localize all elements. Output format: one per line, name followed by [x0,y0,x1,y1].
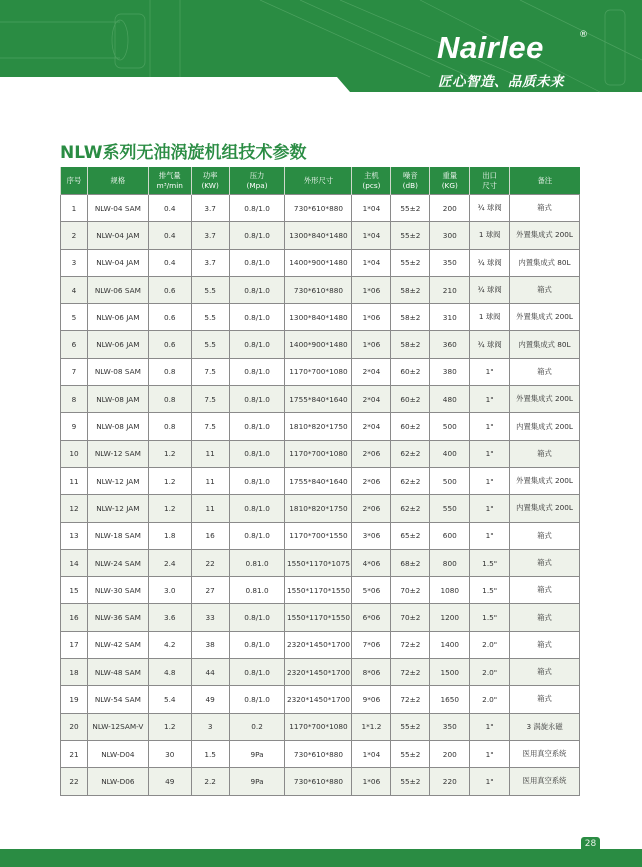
table-cell: 3 [191,713,229,740]
table-cell: 55±2 [391,222,430,249]
table-cell: 210 [430,276,470,303]
table-cell: 33 [191,604,229,631]
table-row [61,386,580,413]
table-cell: 3*06 [352,522,391,549]
table-cell: 62±2 [391,440,430,467]
table-cell: 1400 [430,631,470,658]
table-cell: NLW-18 SAM [87,522,148,549]
table-cell: 0.8/1.0 [229,386,285,413]
table-cell: 1*04 [352,249,391,276]
table-cell: 0.8 [148,358,191,385]
table-cell: 1*06 [352,276,391,303]
table-cell: 1.2 [148,440,191,467]
table-cell: 2*06 [352,467,391,494]
table-cell: 3 涡旋永磁 [510,713,580,740]
table-cell: 11 [61,467,88,494]
table-cell: 1755*840*1640 [285,386,352,413]
table-cell: 0.6 [148,276,191,303]
table-cell: 1.2 [148,495,191,522]
table-cell: 2*04 [352,413,391,440]
table-cell: NLW-D06 [87,768,148,795]
table-cell: 箱式 [510,577,580,604]
table-cell: 1*04 [352,195,391,222]
page-title: NLW系列无油涡旋机组技术参数 [60,143,307,163]
table-cell: 0.8/1.0 [229,522,285,549]
table-cell: 72±2 [391,631,430,658]
table-cell: 220 [430,768,470,795]
table-cell: 0.8/1.0 [229,631,285,658]
column-header: 备注 [510,167,580,195]
registered-mark: ® [579,30,588,40]
table-cell: 箱式 [510,522,580,549]
table-row [61,686,580,713]
table-cell: 1" [470,358,510,385]
table-cell: 11 [191,467,229,494]
table-cell: 500 [430,413,470,440]
table-cell: 0.8/1.0 [229,413,285,440]
table-cell: 2.2 [191,768,229,795]
table-cell: 62±2 [391,467,430,494]
table-header-row [61,167,580,195]
table-cell: 3.7 [191,195,229,222]
table-cell: 480 [430,386,470,413]
table-cell: 0.6 [148,304,191,331]
table-cell: 1.5 [191,740,229,767]
table-cell: 2*06 [352,495,391,522]
table-cell: NLW-12 JAM [87,495,148,522]
table-cell: 2320*1450*1700 [285,631,352,658]
table-cell: 1400*900*1480 [285,249,352,276]
table-cell: 2.0" [470,659,510,686]
table-cell: 19 [61,686,88,713]
table-cell: NLW-D04 [87,740,148,767]
table-cell: 0.8/1.0 [229,195,285,222]
table-cell: 箱式 [510,358,580,385]
table-cell: 9*06 [352,686,391,713]
table-cell: 4.8 [148,659,191,686]
table-cell: 1*1.2 [352,713,391,740]
table-cell: NLW-04 JAM [87,249,148,276]
table-row [61,549,580,576]
table-cell: 0.8/1.0 [229,358,285,385]
table-cell: 200 [430,195,470,222]
table-cell: 0.81.0 [229,577,285,604]
table-row [61,604,580,631]
table-cell: 7.5 [191,413,229,440]
table-cell: 5.5 [191,304,229,331]
table-cell: 44 [191,659,229,686]
table-row [61,522,580,549]
table-cell: 68±2 [391,549,430,576]
table-cell: 38 [191,631,229,658]
table-cell: 55±2 [391,740,430,767]
table-cell: 1*04 [352,222,391,249]
table-cell: 400 [430,440,470,467]
table-cell: 730*610*880 [285,768,352,795]
table-cell: 21 [61,740,88,767]
table-cell: 1*04 [352,740,391,767]
table-cell: 1.2 [148,467,191,494]
table-cell: 4.2 [148,631,191,658]
column-header: 噪音 (dB) [391,167,430,195]
table-cell: 箱式 [510,604,580,631]
table-row [61,713,580,740]
table-cell: 内置集成式 80L [510,331,580,358]
table-row [61,467,580,494]
table-row [61,195,580,222]
table-cell: 0.8 [148,413,191,440]
table-cell: 200 [430,740,470,767]
table-cell: 8 [61,386,88,413]
table-cell: 2*06 [352,440,391,467]
table-cell: NLW-54 SAM [87,686,148,713]
column-header: 规格 [87,167,148,195]
table-cell: 0.8/1.0 [229,331,285,358]
table-cell: 1" [470,386,510,413]
table-cell: NLW-08 JAM [87,413,148,440]
table-cell: 外置集成式 200L [510,304,580,331]
table-cell: 6*06 [352,604,391,631]
table-cell: 1" [470,440,510,467]
table-cell: 1550*1170*1550 [285,577,352,604]
table-cell: 1550*1170*1075 [285,549,352,576]
table-cell: 11 [191,440,229,467]
table-cell: 20 [61,713,88,740]
table-cell: 55±2 [391,249,430,276]
table-cell: 3.0 [148,577,191,604]
table-cell: 1170*700*1080 [285,713,352,740]
table-cell: 72±2 [391,659,430,686]
table-cell: 1" [470,768,510,795]
table-cell: 16 [191,522,229,549]
table-cell: 5.4 [148,686,191,713]
table-cell: 10 [61,440,88,467]
table-cell: NLW-06 SAM [87,276,148,303]
table-cell: 0.8/1.0 [229,686,285,713]
table-cell: 5*06 [352,577,391,604]
table-cell: 15 [61,577,88,604]
table-cell: NLW-36 SAM [87,604,148,631]
table-cell: 3.7 [191,249,229,276]
spec-table [60,167,580,796]
table-cell: 1*06 [352,768,391,795]
table-cell: 外置集成式 200L [510,467,580,494]
table-cell: 箱式 [510,631,580,658]
table-cell: 0.8/1.0 [229,659,285,686]
table-cell: 3.7 [191,222,229,249]
table-cell: 1.8 [148,522,191,549]
column-header: 外形尺寸 [285,167,352,195]
table-cell: 0.4 [148,249,191,276]
column-header: 出口 尺寸 [470,167,510,195]
table-cell: 1170*700*1080 [285,358,352,385]
table-cell: 内置集成式 200L [510,413,580,440]
table-cell: 1" [470,740,510,767]
table-cell: 58±2 [391,276,430,303]
table-cell: 9Pa [229,768,285,795]
table-cell: 1080 [430,577,470,604]
table-cell: NLW-24 SAM [87,549,148,576]
table-cell: 1 球阀 [470,222,510,249]
table-cell: 1" [470,467,510,494]
table-cell: 箱式 [510,686,580,713]
table-cell: 1" [470,413,510,440]
column-header: 排气量 m³/min [148,167,191,195]
table-cell: NLW-12SAM-V [87,713,148,740]
table-cell: 0.8/1.0 [229,495,285,522]
table-cell: 380 [430,358,470,385]
table-cell: ¾ 球阀 [470,331,510,358]
table-cell: 30 [148,740,191,767]
table-cell: 7 [61,358,88,385]
table-cell: 1810*820*1750 [285,413,352,440]
table-cell: 360 [430,331,470,358]
table-cell: 0.8 [148,386,191,413]
column-header: 功率 (KW) [191,167,229,195]
table-cell: 60±2 [391,358,430,385]
table-cell: 1*06 [352,331,391,358]
table-row [61,577,580,604]
table-cell: 2 [61,222,88,249]
table-cell: 12 [61,495,88,522]
table-cell: 730*610*880 [285,195,352,222]
table-cell: 0.81.0 [229,549,285,576]
table-cell: 9Pa [229,740,285,767]
table-row [61,276,580,303]
table-row [61,222,580,249]
table-cell: 1200 [430,604,470,631]
table-cell: NLW-12 JAM [87,467,148,494]
table-cell: 1650 [430,686,470,713]
table-cell: 49 [191,686,229,713]
table-row [61,495,580,522]
table-cell: 0.8/1.0 [229,249,285,276]
table-cell: 0.8/1.0 [229,467,285,494]
table-cell: 医用真空系统 [510,740,580,767]
table-cell: NLW-06 JAM [87,331,148,358]
table-cell: 1" [470,495,510,522]
table-cell: 350 [430,249,470,276]
column-header: 序号 [61,167,88,195]
table-cell: 550 [430,495,470,522]
table-cell: 0.8/1.0 [229,276,285,303]
table-cell: 2*04 [352,386,391,413]
table-cell: 70±2 [391,604,430,631]
column-header: 重量 (KG) [430,167,470,195]
table-cell: 49 [148,768,191,795]
table-cell: 310 [430,304,470,331]
table-cell: 18 [61,659,88,686]
table-cell: 7.5 [191,358,229,385]
table-cell: NLW-12 SAM [87,440,148,467]
table-row [61,413,580,440]
table-cell: 医用真空系统 [510,768,580,795]
table-cell: 0.4 [148,222,191,249]
table-cell: 0.4 [148,195,191,222]
table-cell: 箱式 [510,659,580,686]
table-row [61,631,580,658]
table-cell: 55±2 [391,713,430,740]
table-cell: 350 [430,713,470,740]
table-cell: ¾ 球阀 [470,276,510,303]
table-cell: 300 [430,222,470,249]
table-cell: 16 [61,604,88,631]
table-cell: 1.5" [470,549,510,576]
column-header: 主机 (pcs) [352,167,391,195]
table-row [61,768,580,795]
table-cell: 8*06 [352,659,391,686]
table-cell: NLW-08 JAM [87,386,148,413]
table-cell: 7*06 [352,631,391,658]
table-cell: 1810*820*1750 [285,495,352,522]
table-cell: ¾ 球阀 [470,249,510,276]
table-cell: ¾ 球阀 [470,195,510,222]
table-cell: 5.5 [191,276,229,303]
table-cell: NLW-48 SAM [87,659,148,686]
table-cell: 730*610*880 [285,276,352,303]
table-cell: 3 [61,249,88,276]
table-cell: 4*06 [352,549,391,576]
table-row [61,358,580,385]
table-cell: 58±2 [391,304,430,331]
table-cell: 55±2 [391,768,430,795]
table-cell: 内置集成式 200L [510,495,580,522]
column-header: 压力 (Mpa) [229,167,285,195]
table-cell: NLW-04 SAM [87,195,148,222]
table-cell: 2.0" [470,631,510,658]
table-cell: 600 [430,522,470,549]
table-cell: 1*06 [352,304,391,331]
table-cell: 内置集成式 80L [510,249,580,276]
table-cell: 1 [61,195,88,222]
table-cell: 箱式 [510,195,580,222]
table-cell: 1170*700*1080 [285,440,352,467]
table-row [61,331,580,358]
table-cell: 外置集成式 200L [510,386,580,413]
table-cell: 2.4 [148,549,191,576]
table-cell: 70±2 [391,577,430,604]
table-cell: 62±2 [391,495,430,522]
brand-logo: Nairlee [437,30,544,65]
table-cell: 55±2 [391,195,430,222]
table-cell: 0.8/1.0 [229,604,285,631]
table-cell: NLW-06 JAM [87,304,148,331]
table-cell: 1.5" [470,604,510,631]
table-row [61,659,580,686]
table-cell: 72±2 [391,686,430,713]
table-cell: 1550*1170*1550 [285,604,352,631]
table-cell: 22 [61,768,88,795]
table-cell: 5.5 [191,331,229,358]
table-cell: 11 [191,495,229,522]
table-cell: 9 [61,413,88,440]
table-cell: 60±2 [391,413,430,440]
table-cell: 外置集成式 200L [510,222,580,249]
table-cell: 800 [430,549,470,576]
table-cell: 箱式 [510,549,580,576]
table-cell: NLW-30 SAM [87,577,148,604]
table-cell: 4 [61,276,88,303]
table-cell: NLW-42 SAM [87,631,148,658]
table-cell: 2320*1450*1700 [285,686,352,713]
table-row [61,304,580,331]
table-cell: 14 [61,549,88,576]
table-row [61,249,580,276]
table-cell: 65±2 [391,522,430,549]
table-cell: 58±2 [391,331,430,358]
table-cell: 0.8/1.0 [229,440,285,467]
table-cell: 1" [470,522,510,549]
table-cell: 22 [191,549,229,576]
table-cell: 0.2 [229,713,285,740]
table-cell: 17 [61,631,88,658]
footer-bar [0,849,642,867]
table-cell: 1.2 [148,713,191,740]
table-cell: 2*04 [352,358,391,385]
brand-slogan: 匠心智造、品质未来 [438,74,564,90]
table-row [61,440,580,467]
table-cell: 0.6 [148,331,191,358]
table-cell: NLW-04 JAM [87,222,148,249]
table-cell: 1755*840*1640 [285,467,352,494]
table-cell: 箱式 [510,440,580,467]
table-cell: 箱式 [510,276,580,303]
table-cell: 1170*700*1550 [285,522,352,549]
table-cell: NLW-08 SAM [87,358,148,385]
table-cell: 2.0" [470,686,510,713]
table-cell: 1500 [430,659,470,686]
table-cell: 0.8/1.0 [229,304,285,331]
table-cell: 0.8/1.0 [229,222,285,249]
table-cell: 2320*1450*1700 [285,659,352,686]
page-number: 28 [581,837,600,851]
table-cell: 7.5 [191,386,229,413]
table-cell: 500 [430,467,470,494]
table-cell: 1300*840*1480 [285,304,352,331]
table-cell: 60±2 [391,386,430,413]
table-cell: 730*610*880 [285,740,352,767]
table-cell: 13 [61,522,88,549]
table-cell: 1300*840*1480 [285,222,352,249]
table-cell: 27 [191,577,229,604]
table-cell: 1400*900*1480 [285,331,352,358]
table-cell: 1 球阀 [470,304,510,331]
table-cell: 1" [470,713,510,740]
table-row [61,740,580,767]
table-cell: 3.6 [148,604,191,631]
table-cell: 6 [61,331,88,358]
table-cell: 1.5" [470,577,510,604]
table-cell: 5 [61,304,88,331]
